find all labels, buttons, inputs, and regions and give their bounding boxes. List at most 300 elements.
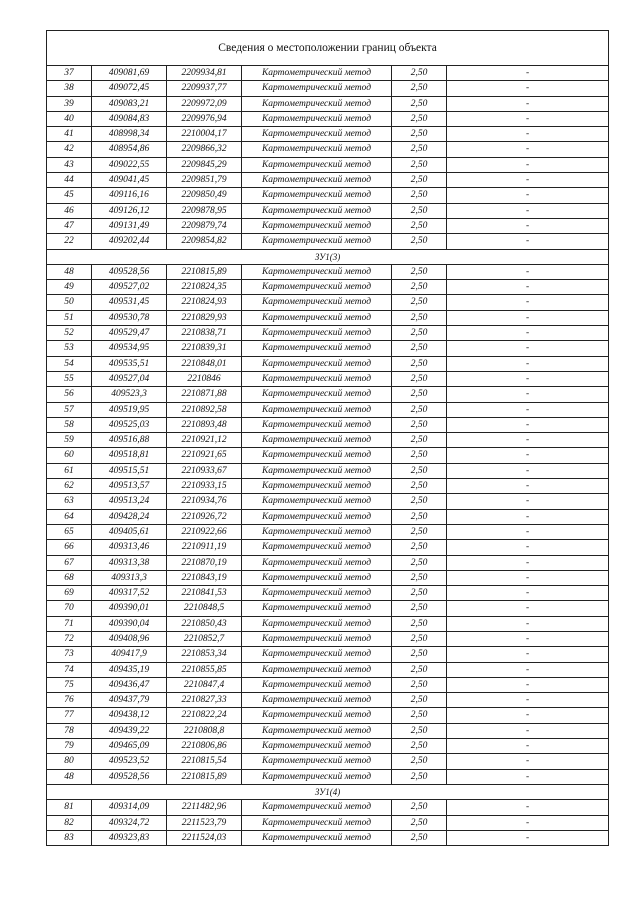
accuracy-cell: 2,50 (392, 326, 447, 341)
description-cell: - (447, 769, 609, 784)
x-coordinate-cell: 409515,51 (92, 463, 167, 478)
table-row (47, 264, 609, 279)
table-title: Сведения о местоположении границ объекта (47, 31, 609, 66)
accuracy-cell: 2,50 (392, 433, 447, 448)
y-coordinate-cell: 2210843,19 (167, 570, 242, 585)
y-coordinate-cell: 2210808,8 (167, 723, 242, 738)
point-number-cell: 73 (47, 647, 92, 662)
point-number-cell: 63 (47, 494, 92, 509)
table-row (47, 295, 609, 310)
accuracy-cell: 2,50 (392, 66, 447, 81)
accuracy-cell: 2,50 (392, 111, 447, 126)
method-cell: Картометрический метод (242, 66, 392, 81)
table-row (47, 371, 609, 386)
accuracy-cell: 2,50 (392, 830, 447, 845)
x-coordinate-cell: 409534,95 (92, 341, 167, 356)
table-row (47, 218, 609, 233)
point-number-cell: 79 (47, 739, 92, 754)
y-coordinate-cell: 2210004,17 (167, 127, 242, 142)
x-coordinate-cell: 409131,49 (92, 218, 167, 233)
accuracy-cell: 2,50 (392, 739, 447, 754)
description-cell: - (447, 754, 609, 769)
y-coordinate-cell: 2210839,31 (167, 341, 242, 356)
accuracy-cell: 2,50 (392, 463, 447, 478)
accuracy-cell: 2,50 (392, 800, 447, 815)
method-cell: Картометрический метод (242, 830, 392, 845)
y-coordinate-cell: 2209854,82 (167, 234, 242, 249)
y-coordinate-cell: 2210848,5 (167, 601, 242, 616)
method-cell: Картометрический метод (242, 601, 392, 616)
description-cell: - (447, 708, 609, 723)
point-number-cell: 53 (47, 341, 92, 356)
accuracy-cell: 2,50 (392, 677, 447, 692)
accuracy-cell: 2,50 (392, 616, 447, 631)
description-cell: - (447, 586, 609, 601)
table-row (47, 341, 609, 356)
y-coordinate-cell: 2209972,09 (167, 96, 242, 111)
description-cell: - (447, 81, 609, 96)
accuracy-cell: 2,50 (392, 417, 447, 432)
x-coordinate-cell: 409529,47 (92, 326, 167, 341)
point-number-cell: 80 (47, 754, 92, 769)
method-cell: Картометрический метод (242, 371, 392, 386)
method-cell: Картометрический метод (242, 234, 392, 249)
description-cell: - (447, 616, 609, 631)
description-cell: - (447, 815, 609, 830)
point-number-cell: 55 (47, 371, 92, 386)
description-cell: - (447, 310, 609, 325)
point-number-cell: 78 (47, 723, 92, 738)
x-coordinate-cell: 408954,86 (92, 142, 167, 157)
table-row (47, 800, 609, 815)
method-cell: Картометрический метод (242, 494, 392, 509)
y-coordinate-cell: 2210921,12 (167, 433, 242, 448)
point-number-cell: 22 (47, 234, 92, 249)
point-number-cell: 60 (47, 448, 92, 463)
accuracy-cell: 2,50 (392, 234, 447, 249)
x-coordinate-cell: 409530,78 (92, 310, 167, 325)
x-coordinate-cell: 409428,24 (92, 509, 167, 524)
x-coordinate-cell: 409072,45 (92, 81, 167, 96)
point-number-cell: 65 (47, 524, 92, 539)
x-coordinate-cell: 409518,81 (92, 448, 167, 463)
x-coordinate-cell: 409116,16 (92, 188, 167, 203)
method-cell: Картометрический метод (242, 463, 392, 478)
point-number-cell: 76 (47, 693, 92, 708)
x-coordinate-cell: 409313,3 (92, 570, 167, 585)
point-number-cell: 45 (47, 188, 92, 203)
y-coordinate-cell: 2210846 (167, 371, 242, 386)
table-row (47, 494, 609, 509)
accuracy-cell: 2,50 (392, 601, 447, 616)
table-row (47, 463, 609, 478)
x-coordinate-cell: 409041,45 (92, 173, 167, 188)
accuracy-cell: 2,50 (392, 555, 447, 570)
accuracy-cell: 2,50 (392, 540, 447, 555)
y-coordinate-cell: 2210815,54 (167, 754, 242, 769)
description-cell: - (447, 295, 609, 310)
y-coordinate-cell: 2210824,93 (167, 295, 242, 310)
description-cell: - (447, 157, 609, 172)
accuracy-cell: 2,50 (392, 96, 447, 111)
point-number-cell: 48 (47, 264, 92, 279)
description-cell: - (447, 402, 609, 417)
x-coordinate-cell: 409525,03 (92, 417, 167, 432)
point-number-cell: 70 (47, 601, 92, 616)
title-row (47, 31, 609, 66)
point-number-cell: 66 (47, 540, 92, 555)
y-coordinate-cell: 2210855,85 (167, 662, 242, 677)
method-cell: Картометрический метод (242, 815, 392, 830)
description-cell: - (447, 433, 609, 448)
description-cell: - (447, 570, 609, 585)
x-coordinate-cell: 409417,9 (92, 647, 167, 662)
table-row (47, 739, 609, 754)
accuracy-cell: 2,50 (392, 448, 447, 463)
table-row (47, 111, 609, 126)
method-cell: Картометрический метод (242, 708, 392, 723)
description-cell: - (447, 524, 609, 539)
table-row (47, 524, 609, 539)
point-number-cell: 41 (47, 127, 92, 142)
y-coordinate-cell: 2210815,89 (167, 264, 242, 279)
method-cell: Картометрический метод (242, 586, 392, 601)
y-coordinate-cell: 2211524,03 (167, 830, 242, 845)
method-cell: Картометрический метод (242, 402, 392, 417)
x-coordinate-cell: 408998,34 (92, 127, 167, 142)
method-cell: Картометрический метод (242, 570, 392, 585)
table-row (47, 81, 609, 96)
x-coordinate-cell: 409390,04 (92, 616, 167, 631)
description-cell: - (447, 66, 609, 81)
description-cell: - (447, 448, 609, 463)
x-coordinate-cell: 409519,95 (92, 402, 167, 417)
method-cell: Картометрический метод (242, 555, 392, 570)
description-cell: - (447, 631, 609, 646)
x-coordinate-cell: 409523,3 (92, 387, 167, 402)
method-cell: Картометрический метод (242, 616, 392, 631)
point-number-cell: 37 (47, 66, 92, 81)
table-row (47, 586, 609, 601)
accuracy-cell: 2,50 (392, 371, 447, 386)
accuracy-cell: 2,50 (392, 509, 447, 524)
description-cell: - (447, 111, 609, 126)
point-number-cell: 42 (47, 142, 92, 157)
table-row (47, 173, 609, 188)
method-cell: Картометрический метод (242, 280, 392, 295)
table-row (47, 555, 609, 570)
method-cell: Картометрический метод (242, 417, 392, 432)
description-cell: - (447, 280, 609, 295)
accuracy-cell: 2,50 (392, 479, 447, 494)
y-coordinate-cell: 2210893,48 (167, 417, 242, 432)
description-cell: - (447, 800, 609, 815)
x-coordinate-cell: 409313,38 (92, 555, 167, 570)
description-cell: - (447, 693, 609, 708)
y-coordinate-cell: 2211523,79 (167, 815, 242, 830)
x-coordinate-cell: 409408,96 (92, 631, 167, 646)
accuracy-cell: 2,50 (392, 264, 447, 279)
description-cell: - (447, 509, 609, 524)
point-number-cell: 38 (47, 81, 92, 96)
accuracy-cell: 2,50 (392, 570, 447, 585)
accuracy-cell: 2,50 (392, 662, 447, 677)
method-cell: Картометрический метод (242, 754, 392, 769)
method-cell: Картометрический метод (242, 111, 392, 126)
accuracy-cell: 2,50 (392, 494, 447, 509)
accuracy-cell: 2,50 (392, 586, 447, 601)
accuracy-cell: 2,50 (392, 693, 447, 708)
table-row (47, 387, 609, 402)
method-cell: Картометрический метод (242, 739, 392, 754)
x-coordinate-cell: 409513,24 (92, 494, 167, 509)
description-cell: - (447, 371, 609, 386)
description-cell: - (447, 739, 609, 754)
x-coordinate-cell: 409437,79 (92, 693, 167, 708)
method-cell: Картометрический метод (242, 448, 392, 463)
description-cell: - (447, 479, 609, 494)
description-cell: - (447, 234, 609, 249)
point-number-cell: 72 (47, 631, 92, 646)
table-row (47, 448, 609, 463)
y-coordinate-cell: 2210922,66 (167, 524, 242, 539)
section-header-row (47, 249, 609, 264)
table-row (47, 723, 609, 738)
accuracy-cell: 2,50 (392, 631, 447, 646)
x-coordinate-cell: 409317,52 (92, 586, 167, 601)
table-row (47, 157, 609, 172)
method-cell: Картометрический метод (242, 433, 392, 448)
description-cell: - (447, 326, 609, 341)
description-cell: - (447, 96, 609, 111)
x-coordinate-cell: 409439,22 (92, 723, 167, 738)
x-coordinate-cell: 409083,21 (92, 96, 167, 111)
y-coordinate-cell: 2209976,94 (167, 111, 242, 126)
point-number-cell: 62 (47, 479, 92, 494)
method-cell: Картометрический метод (242, 127, 392, 142)
table-row (47, 662, 609, 677)
method-cell: Картометрический метод (242, 723, 392, 738)
x-coordinate-cell: 409324,72 (92, 815, 167, 830)
x-coordinate-cell: 409438,12 (92, 708, 167, 723)
description-cell: - (447, 127, 609, 142)
section-label: ЗУ1(3) (47, 249, 609, 264)
description-cell: - (447, 142, 609, 157)
table-row (47, 815, 609, 830)
method-cell: Картометрический метод (242, 173, 392, 188)
description-cell: - (447, 463, 609, 478)
y-coordinate-cell: 2209934,81 (167, 66, 242, 81)
method-cell: Картометрический метод (242, 157, 392, 172)
point-number-cell: 56 (47, 387, 92, 402)
x-coordinate-cell: 409323,83 (92, 830, 167, 845)
x-coordinate-cell: 409523,52 (92, 754, 167, 769)
description-cell: - (447, 662, 609, 677)
y-coordinate-cell: 2210827,33 (167, 693, 242, 708)
x-coordinate-cell: 409314,09 (92, 800, 167, 815)
point-number-cell: 57 (47, 402, 92, 417)
y-coordinate-cell: 2210847,4 (167, 677, 242, 692)
point-number-cell: 82 (47, 815, 92, 830)
accuracy-cell: 2,50 (392, 647, 447, 662)
y-coordinate-cell: 2210848,01 (167, 356, 242, 371)
accuracy-cell: 2,50 (392, 218, 447, 233)
y-coordinate-cell: 2209851,79 (167, 173, 242, 188)
point-number-cell: 52 (47, 326, 92, 341)
description-cell: - (447, 540, 609, 555)
x-coordinate-cell: 409516,88 (92, 433, 167, 448)
method-cell: Картометрический метод (242, 693, 392, 708)
section-header-row (47, 784, 609, 799)
point-number-cell: 64 (47, 509, 92, 524)
x-coordinate-cell: 409465,09 (92, 739, 167, 754)
y-coordinate-cell: 2210838,71 (167, 326, 242, 341)
y-coordinate-cell: 2210911,19 (167, 540, 242, 555)
accuracy-cell: 2,50 (392, 769, 447, 784)
accuracy-cell: 2,50 (392, 280, 447, 295)
table-row (47, 234, 609, 249)
x-coordinate-cell: 409313,46 (92, 540, 167, 555)
y-coordinate-cell: 2210829,93 (167, 310, 242, 325)
x-coordinate-cell: 409531,45 (92, 295, 167, 310)
x-coordinate-cell: 409390,01 (92, 601, 167, 616)
point-number-cell: 68 (47, 570, 92, 585)
table-row (47, 677, 609, 692)
table-row (47, 310, 609, 325)
method-cell: Картометрический метод (242, 218, 392, 233)
method-cell: Картометрический метод (242, 524, 392, 539)
method-cell: Картометрический метод (242, 81, 392, 96)
method-cell: Картометрический метод (242, 203, 392, 218)
point-number-cell: 74 (47, 662, 92, 677)
accuracy-cell: 2,50 (392, 402, 447, 417)
method-cell: Картометрический метод (242, 800, 392, 815)
y-coordinate-cell: 2209866,32 (167, 142, 242, 157)
description-cell: - (447, 555, 609, 570)
x-coordinate-cell: 409126,12 (92, 203, 167, 218)
description-cell: - (447, 677, 609, 692)
section-label: ЗУ1(4) (47, 784, 609, 799)
y-coordinate-cell: 2210806,86 (167, 739, 242, 754)
y-coordinate-cell: 2210841,53 (167, 586, 242, 601)
point-number-cell: 40 (47, 111, 92, 126)
method-cell: Картометрический метод (242, 341, 392, 356)
y-coordinate-cell: 2209878,95 (167, 203, 242, 218)
accuracy-cell: 2,50 (392, 356, 447, 371)
point-number-cell: 48 (47, 769, 92, 784)
description-cell: - (447, 601, 609, 616)
method-cell: Картометрический метод (242, 264, 392, 279)
table-row (47, 509, 609, 524)
x-coordinate-cell: 409022,55 (92, 157, 167, 172)
table-row (47, 631, 609, 646)
description-cell: - (447, 647, 609, 662)
x-coordinate-cell: 409528,56 (92, 264, 167, 279)
description-cell: - (447, 173, 609, 188)
description-cell: - (447, 203, 609, 218)
method-cell: Картометрический метод (242, 96, 392, 111)
table-row (47, 830, 609, 845)
accuracy-cell: 2,50 (392, 81, 447, 96)
accuracy-cell: 2,50 (392, 310, 447, 325)
table-row (47, 708, 609, 723)
method-cell: Картометрический метод (242, 188, 392, 203)
x-coordinate-cell: 409081,69 (92, 66, 167, 81)
method-cell: Картометрический метод (242, 479, 392, 494)
point-number-cell: 61 (47, 463, 92, 478)
table-row (47, 142, 609, 157)
method-cell: Картометрический метод (242, 387, 392, 402)
point-number-cell: 77 (47, 708, 92, 723)
point-number-cell: 75 (47, 677, 92, 692)
point-number-cell: 49 (47, 280, 92, 295)
description-cell: - (447, 218, 609, 233)
point-number-cell: 44 (47, 173, 92, 188)
description-cell: - (447, 723, 609, 738)
y-coordinate-cell: 2210921,65 (167, 448, 242, 463)
accuracy-cell: 2,50 (392, 203, 447, 218)
table-row (47, 96, 609, 111)
y-coordinate-cell: 2210870,19 (167, 555, 242, 570)
x-coordinate-cell: 409405,61 (92, 524, 167, 539)
point-number-cell: 51 (47, 310, 92, 325)
accuracy-cell: 2,50 (392, 708, 447, 723)
point-number-cell: 69 (47, 586, 92, 601)
point-number-cell: 58 (47, 417, 92, 432)
description-cell: - (447, 387, 609, 402)
description-cell: - (447, 830, 609, 845)
document-page (46, 30, 608, 846)
point-number-cell: 46 (47, 203, 92, 218)
y-coordinate-cell: 2210926,72 (167, 509, 242, 524)
accuracy-cell: 2,50 (392, 341, 447, 356)
accuracy-cell: 2,50 (392, 188, 447, 203)
method-cell: Картометрический метод (242, 647, 392, 662)
table-row (47, 769, 609, 784)
table-row (47, 479, 609, 494)
description-cell: - (447, 356, 609, 371)
method-cell: Картометрический метод (242, 326, 392, 341)
accuracy-cell: 2,50 (392, 142, 447, 157)
y-coordinate-cell: 2210815,89 (167, 769, 242, 784)
accuracy-cell: 2,50 (392, 173, 447, 188)
point-number-cell: 59 (47, 433, 92, 448)
x-coordinate-cell: 409535,51 (92, 356, 167, 371)
boundary-table (46, 30, 609, 846)
y-coordinate-cell: 2210871,88 (167, 387, 242, 402)
table-row (47, 188, 609, 203)
point-number-cell: 54 (47, 356, 92, 371)
y-coordinate-cell: 2210853,34 (167, 647, 242, 662)
table-row (47, 326, 609, 341)
accuracy-cell: 2,50 (392, 754, 447, 769)
y-coordinate-cell: 2210824,35 (167, 280, 242, 295)
point-number-cell: 81 (47, 800, 92, 815)
table-row (47, 647, 609, 662)
accuracy-cell: 2,50 (392, 295, 447, 310)
table-row (47, 601, 609, 616)
x-coordinate-cell: 409513,57 (92, 479, 167, 494)
description-cell: - (447, 188, 609, 203)
y-coordinate-cell: 2210852,7 (167, 631, 242, 646)
description-cell: - (447, 494, 609, 509)
point-number-cell: 47 (47, 218, 92, 233)
y-coordinate-cell: 2210822,24 (167, 708, 242, 723)
table-row (47, 66, 609, 81)
table-row (47, 280, 609, 295)
table-row (47, 754, 609, 769)
method-cell: Картометрический метод (242, 310, 392, 325)
